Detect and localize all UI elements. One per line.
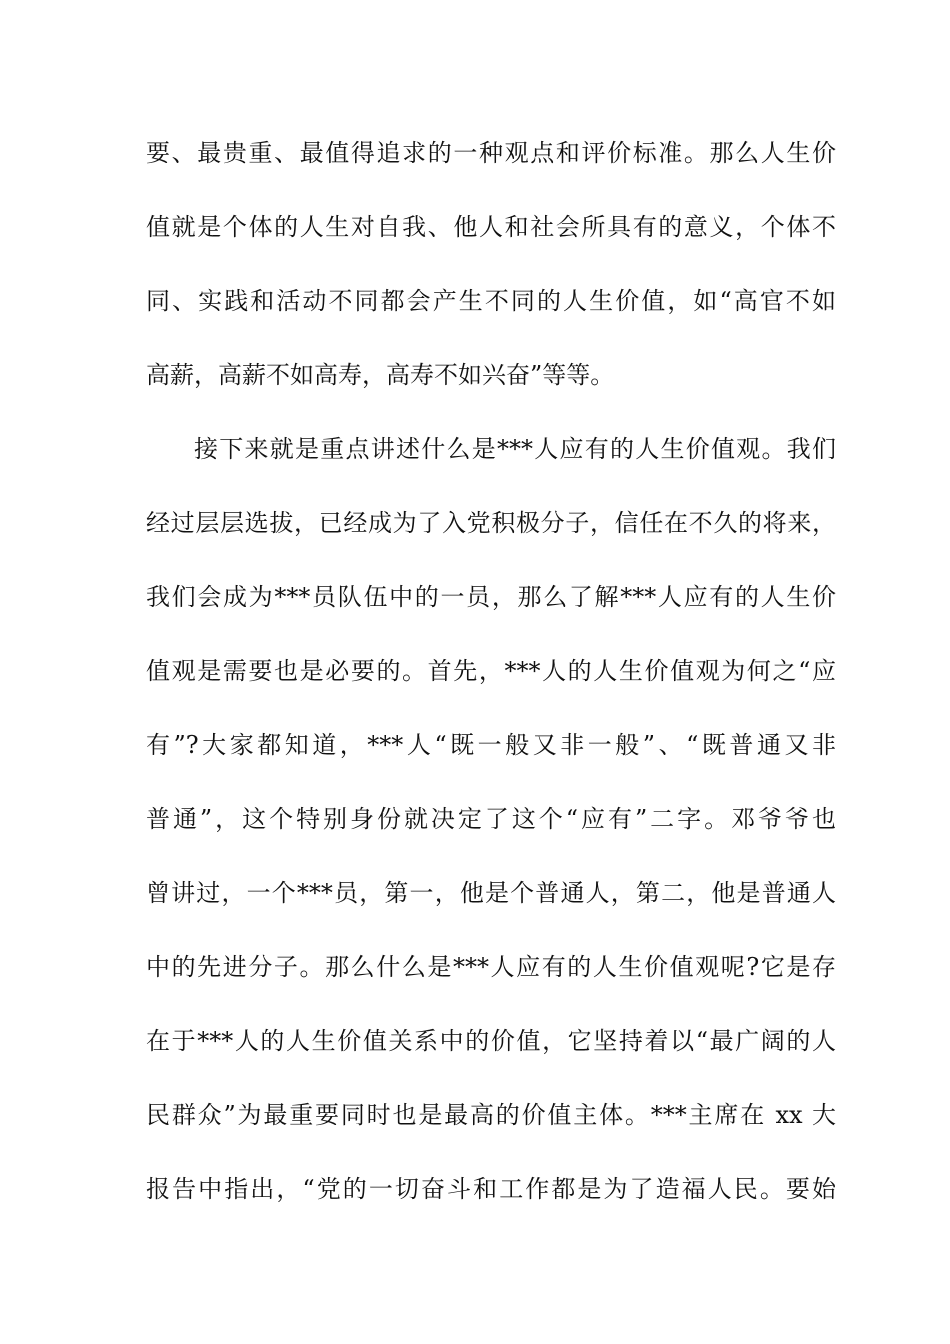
paragraph-1-line: 要、最贵重、最值得追求的一种观点和评价标准。那么人生价 xyxy=(146,139,836,167)
paragraph-2-line: 有”?大家都知道，***人“既一般又非一般”、“既普通又非 xyxy=(146,731,836,759)
paragraph-2-line: 在于***人的人生价值关系中的价值，它坚持着以“最广阔的人 xyxy=(146,1027,836,1055)
paragraph-2-line: 我们会成为***员队伍中的一员，那么了解***人应有的人生价 xyxy=(146,583,836,611)
paragraph-1-line: 高薪，高薪不如高寿，高寿不如兴奋”等等。 xyxy=(146,361,615,389)
paragraph-2-line: 接下来就是重点讲述什么是***人应有的人生价值观。我们 xyxy=(194,435,836,463)
paragraph-1 xyxy=(146,116,836,412)
paragraph-2-line: 中的先进分子。那么什么是***人应有的人生价值观呢?它是存 xyxy=(146,953,836,981)
paragraph-2-line: 普通”，这个特别身份就决定了这个“应有”二字。邓爷爷也 xyxy=(146,805,836,833)
paragraph-2 xyxy=(146,412,836,1226)
paragraph-2-line: 民群众”为最重要同时也是最高的价值主体。***主席在 xx 大 xyxy=(146,1101,836,1129)
paragraph-1-line: 值就是个体的人生对自我、他人和社会所具有的意义，个体不 xyxy=(146,213,836,241)
paragraph-2-line: 值观是需要也是必要的。首先，***人的人生价值观为何之“应 xyxy=(146,657,836,685)
paragraph-2-line: 经过层层选拔，已经成为了入党积极分子，信任在不久的将来， xyxy=(146,509,836,537)
paragraph-1-line: 同、实践和活动不同都会产生不同的人生价值，如“高官不如 xyxy=(146,287,836,315)
paragraph-2-line: 曾讲过，一个***员，第一，他是个普通人，第二，他是普通人 xyxy=(146,879,836,907)
paragraph-2-line: 报告中指出，“党的一切奋斗和工作都是为了造福人民。要始 xyxy=(146,1175,836,1203)
